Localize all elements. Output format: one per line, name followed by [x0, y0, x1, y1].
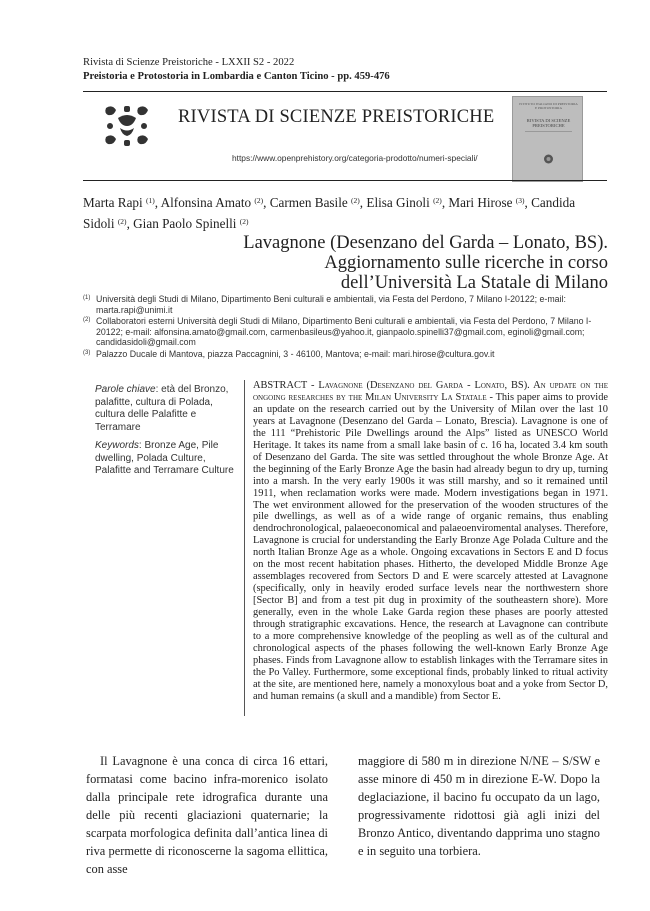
author-name: , Gian Paolo Spinelli [126, 216, 237, 231]
journal-issue-line: Rivista di Scienze Preistoriche - LXXII S2 - 2022 [83, 57, 295, 68]
keywords-italian-text: : età del Bronzo, palafitte, cultura di Polada, cultura delle Palafitte e Terramare [95, 384, 229, 433]
article-title-line: Aggiornamento sulle ricerche in corso [324, 253, 608, 273]
abstract-heading: ABSTRACT - Lavagnone (Desenzano del Garda - Lonato, BS). An update on the ongoing researches by the Milan University La Statale [253, 380, 608, 403]
author-name: Marta Rapi [83, 195, 143, 210]
author-affiliation-mark: (2) [433, 196, 442, 205]
masthead-title: RIVISTA DI SCIENZE PREISTORICHE [178, 107, 495, 127]
affiliation-number: (2) [83, 317, 91, 324]
author-name: , Mari Hirose [441, 195, 513, 210]
author-name: , Candida Sidoli [83, 195, 576, 231]
keywords-english-label: Keywords [95, 440, 139, 451]
affiliation-list [83, 294, 607, 361]
keywords-italian [95, 384, 242, 434]
masthead-url-link[interactable]: https://www.openprehistory.org/categoria-prodotto/numeri-speciali/ [232, 153, 478, 163]
cover-title-text: RIVISTA DI SCIENZE PREISTORICHE [526, 118, 571, 128]
affiliation-text: Collaboratori esterni Università degli Studi di Milano, Dipartimento Beni culturali e ambientali, via Festa del Perdono, 7 Milano I-20122; e-mail: alfonsina.amato@gmail.com, carmenbasileus@yahoo.it, gianpaolo.spinelli37@gmail.com, eginoli@gmail.com; candidasidoli@gmail.com [96, 316, 592, 348]
affiliation-text: Università degli Studi di Milano, Dipartimento Beni culturali e ambientali, via Festa del Perdono, 7 Milano I-20122; e-mail: marta.rapi@unimi.it [96, 294, 566, 315]
article-title-line: dell’Università La Statale di Milano [340, 273, 608, 293]
abstract-divider [244, 380, 245, 716]
author-affiliation-mark: (2) [239, 217, 249, 226]
author-affiliation-mark: (1) [146, 196, 155, 205]
author-name: , Alfonsina Amato [154, 195, 252, 210]
author-affiliation-mark: (3) [515, 196, 525, 205]
body-column-right: maggiore di 580 m in direzione N/NE – S/SW e asse minore di 450 m in direzione E-W. Dopo la deglaciazione, il bacino fu occupato da un lago, progressivamente ridottosi già agli inizi del Bronzo Antico, diventando dapprima uno stagno e in seguito una torbiera. [358, 754, 600, 858]
cover-figure-icon [542, 153, 555, 165]
affiliation-number: (3) [83, 349, 91, 356]
cover-publisher-text: ISTITUTO ITALIANO DI PREISTORIA E PROTOSTORIA [519, 102, 578, 110]
keywords-english [95, 440, 242, 478]
cover-divider [525, 131, 572, 132]
article-title-line: Lavagnone (Desenzano del Garda – Lonato, BS). [243, 233, 608, 253]
author-list [83, 191, 609, 233]
header-rule-bottom [83, 180, 607, 181]
journal-logo-icon [102, 104, 152, 148]
journal-header [83, 56, 390, 84]
abstract [253, 380, 608, 703]
body-column-left: Il Lavagnone è una conca di circa 16 ettari, formatasi come bacino infra-morenico isolato dalla principale rete idrografica durante una delle più recenti glaciazioni quaternarie; la scarpata morfologica definita dall’antica linea di riva permette di riconoscerne la sagoma ellittica, con asse [86, 754, 328, 876]
keywords-english-text: : Bronze Age, Pile dwelling, Polada Culture, Palafitte and Terramare Culture [95, 440, 234, 476]
affiliation-number: (1) [83, 295, 91, 301]
header-rule-top [83, 91, 607, 92]
journal-volume-line: Preistoria e Protostoria in Lombardia e Canton Ticino - pp. 459-476 [83, 71, 390, 82]
journal-cover-thumbnail [512, 96, 583, 182]
abstract-body: - This paper aims to provide an update on the research carried out by the University of Milan over the last 10 years at Lavagnone (Desenzano del Garda – Lonato, Brescia). Lavagnone is one of the 111 “Prehistoric Pile Dwellings around the Alps” listed as UNESCO World Heritage. It takes its name from a small lake basin of c. 16 ha, located 3.4 km south of Desenzano del Garda. The site was settled throughout the whole Bronze Age. At the beginning of the Early Bronze Age the basin had already begun to dry up, turning into a marsh. In the very early 1900s it was still marshy, and so it remained until 1911, when reclamation works were made. Modern investigations began in 1971. The wet environment allowed for the preservation of the wooden structures of the pile dwellings, as well as of a wide range of organic remains, thus enabling dendrochronological, palaeoeconomical and palaeoenviromental analyses. Therefore, Lavagnone is crucial for understanding the Early Bronze Age Polada Culture and the north Italian Bronze Age as a whole. Ongoing excavations in Sectors E and D focus on the most recent habitation phases. Hitherto, the developed Middle Bronze Age assemblages recovered from Sectors D and E were scarcely attested at Lavagnone (specifically, only in heavily eroded surface levels near the northwestern shore [Sector B] and from a test pit dug in proximity of the southeastern shore). More generally, even in the whole Lake Garda region these phases are poorly attested through stratigraphic excavations. Hence, the research at Lavagnone can contribute to a more comprehensive knowledge of the peopling as well as of the cultural and chronological aspects of the phases following the well-known Early Bronze Age phases. Finds from Lavagnone allow to establish linkages with the Terramare sites in the Po Valley. Furthermore, some exceptional finds, probably linked to ritual activity at the site, are mentioned here, namely a monoxylous boat and a yoke from Sector D, and human remains (a skull and a mandible) from Sector E. [253, 391, 608, 702]
author-affiliation-mark: (2) [254, 196, 264, 205]
author-affiliation-mark: (2) [117, 217, 127, 226]
keywords-panel [95, 384, 242, 484]
article-title [180, 233, 608, 293]
author-name: , Elisa Ginoli [359, 195, 430, 210]
author-affiliation-mark: (2) [351, 196, 360, 205]
affiliation-text: Palazzo Ducale di Mantova, piazza Paccagnini, 3 - 46100, Mantova; e-mail: mari.hirose@cultura.gov.it [96, 348, 495, 359]
affiliation-item [83, 294, 607, 315]
keywords-italian-label: Parole chiave [95, 384, 156, 395]
affiliation-item [83, 349, 607, 360]
author-name: , Carmen Basile [263, 195, 348, 210]
affiliation-item [83, 316, 607, 348]
